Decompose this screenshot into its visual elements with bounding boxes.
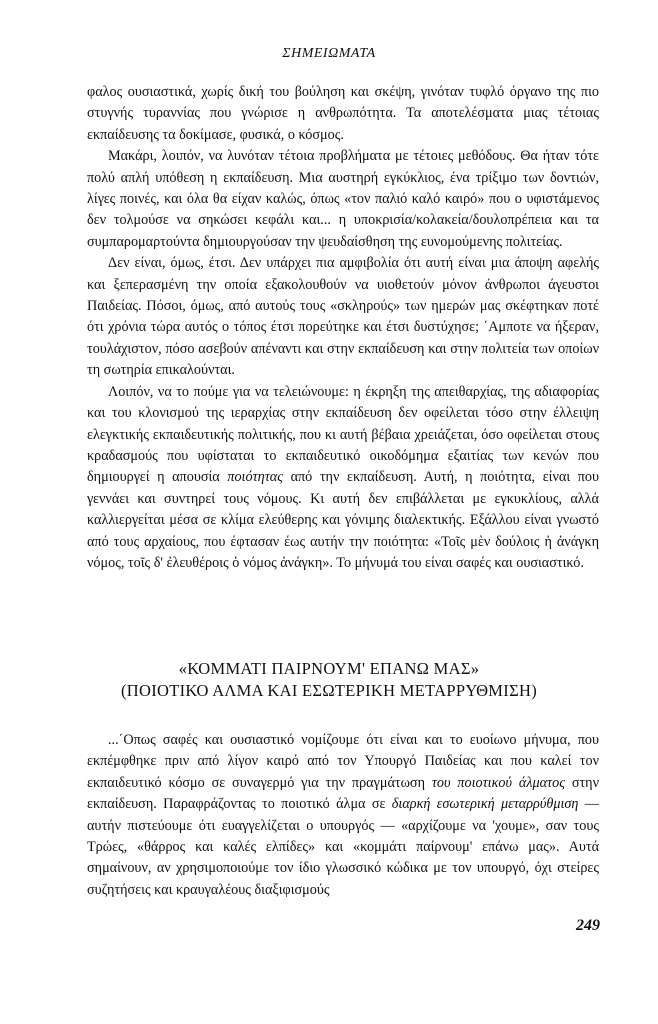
page-number: 249 [576, 917, 600, 934]
paragraph-continued: φαλος ουσιαστικά, χωρίς δική του βούληση και σκέψη, γινόταν τυφλό όργανο της πιο στυγνής τυραννίας που γνώρισε η ανθρωπότητα. Τα αποτελέσματα μιας τέτοιας εκπαίδευσης τα δοκίμασε, φυσικά, ο κόσμος. [87, 84, 599, 143]
paragraph [87, 730, 599, 901]
paragraph: Μακάρι, λοιπόν, να λυνόταν τέτοια προβλήματα με τέτοιες μεθόδους. Θα ήταν τότε πολύ απλή υπόθεση η εκπαίδευση. Μια αυστηρή εγκύκλιος, ένα τρίξιμο των δοντιών, λίγες ποινές, και όλα θα είχαν καλώς, όπως «τον παλιό καλό καιρό» που ο υφιστάμενος δεν τολμούσε να σηκώσει κεφάλι και... η υποκρισία/κολακεία/δουλοπρέπεια και τα συμπαρομαρτούντα δημιουργούσαν την ψευδαίσθηση της ευνομούμενης πολιτείας. [87, 148, 599, 250]
section-heading-line-1: «ΚΟΜΜΑΤΙ ΠΑΙΡΝΟΥΜ' ΕΠΑΝΩ ΜΑΣ» [178, 659, 480, 678]
running-head: ΣΗΜΕΙΩΜΑΤΑ [282, 46, 376, 61]
text-run: ...΄Οπως σαφές και ουσιαστικό νομίζουμε ότι είναι και το ευοίωνο μήνυμα, που εκπέμφθηκε πριν από λίγον καιρό από τον Υπουργό Παιδείας και που καλεί τον εκπαιδευτικό κόσμο σε συναγερμό για την πραγμάτωση [87, 732, 599, 791]
text-run: από την εκπαίδευση. Αυτή, η ποιότητα, είναι που γεννάει και συντηρεί τους νόμους. Κι αυτή δεν επιβάλλεται με εγκυκλίους, αλλά καλλιεργείται μέσα σε κλίμα ελεύθερης και γόνιμης διαλεκτικής. Εξάλλου είναι γνωστό από τους αρχαίους, που έφτασαν έως αυτήν την ποιότητα: «Τοῖς μὲν δούλοις ἡ ἀνάγκη νόμος, τοῖς δ' ἐλευθέροις ὁ νόμος ἀνάγκη». Το μήνυμά του είναι σαφές και ουσιαστικό. [87, 469, 600, 571]
emphasis-text: ποιότητας [227, 469, 283, 486]
text-run: Λοιπόν, να το πούμε για να τελειώνουμε: η έκρηξη της απειθαρχίας, της αδιαφορίας και του κλονισμού της ιεραρχίας στην εκπαίδευση δεν οφείλεται τόσο στην έλλειψη ελεγκτικής εκπαιδευτικής πολιτικής, που κι αυτή βέβαια χρειάζεται, όσο οφείλεται στους κραδασμούς που υφίσταται το εκπαιδευτικό οικοδόμημα εξαιτίας των κενών που δημιουργεί η απουσία [87, 383, 599, 486]
body-text-block-2 [87, 730, 599, 901]
section-heading-line-2: (ΠΟΙΟΤΙΚΟ ΑΛΜΑ ΚΑΙ ΕΣΩΤΕΡΙΚΗ ΜΕΤΑΡΡΥΘΜΙΣΗ) [120, 681, 537, 700]
paragraph: Δεν είναι, όμως, έτσι. Δεν υπάρχει πια αμφιβολία ότι αυτή είναι μια άποψη αφελής και ξεπερασμένη την οποία εξακολουθούν να υιοθετούν μόνον άνθρωποι άγευστοι Παιδείας. Πόσοι, όμως, από αυτούς τους «σκληρούς» των ημερών μας σκέφτηκαν ποτέ ότι χρόνια τώρα αυτός ο τόπος έτσι πορεύτηκε και έτσι δυστύχησε; ΄Αμποτε να ήξεραν, τουλάχιστον, πόσο ασεβούν απέναντι και στην εκπαίδευση και στην πολιτεία των οποίων τη σωτηρία επικαλούνται. [87, 255, 599, 379]
text-run: — αυτήν πιστεύουμε ότι ευαγγελίζεται ο υπουργός — «αρχίζουμε να 'χουμε», σαν τους Τρώες, «θάρρος και καλές ελπίδες» και «κομμάτι παίρνουμ' επάνω μας». Αυτά σημαίνουν, αν χρησιμοποιούμε τον ίδιο γλωσσικό κώδικα με τον υπουργό, όχι στείρες συζητήσεις και κραυγαλέους διαξιφισμούς [87, 796, 599, 898]
text-run: στην εκπαίδευση. Παραφράζοντας το ποιοτικό άλμα σε [87, 774, 600, 813]
emphasis-text: διαρκή εσωτερική μεταρρύθμιση [391, 796, 579, 813]
emphasis-text: του ποιοτικού άλματος [431, 774, 565, 791]
paragraph [87, 382, 599, 575]
body-text-block-1 [87, 82, 599, 574]
section-heading [0, 658, 658, 702]
